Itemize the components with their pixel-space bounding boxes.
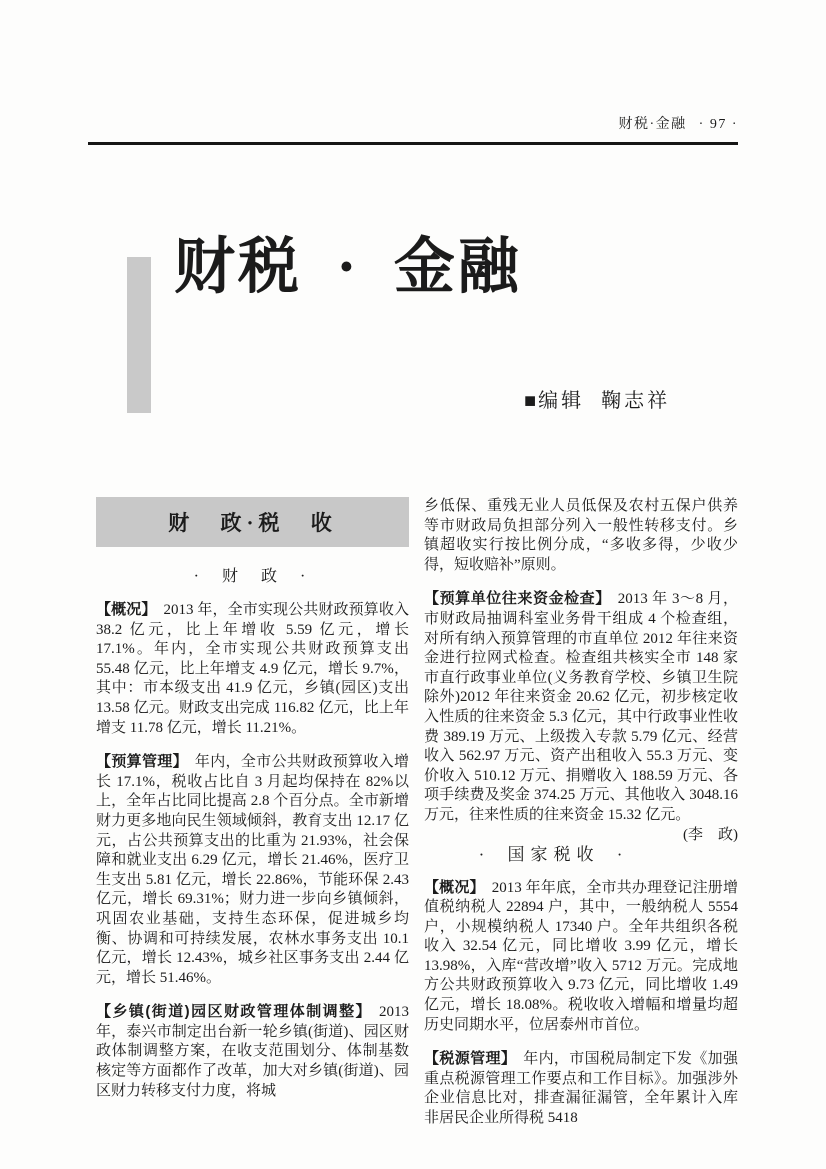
editor-label: 编辑	[538, 390, 585, 412]
two-column-body	[96, 497, 738, 1129]
entry-label-budget-management: 【预算管理】	[96, 753, 188, 771]
right-column	[424, 497, 738, 1129]
header-rule	[88, 142, 738, 145]
left-column	[96, 497, 409, 1129]
editor-name: 鞠志祥	[601, 390, 671, 412]
section-box-finance-taxation: 财 政·税 收	[96, 497, 409, 547]
running-head	[619, 113, 739, 133]
entry-label-township-fiscal-reform: 【乡镇(街道)园区财政管理体制调整】	[96, 1003, 372, 1021]
entry-text-tax-source-management: 年内，市国税局制定下发《加强重点税源管理工作要点和工作目标》。加强涉外企业信息比对，排查漏征漏管，全年累计入库非居民企业所得税 5418	[424, 1051, 738, 1127]
entry-label-funds-inspection: 【预算单位往来资金检查】	[424, 590, 611, 608]
paragraph-national-tax-overview	[424, 878, 738, 1036]
author-byline: (李 政)	[683, 826, 738, 843]
entry-text-township-fiscal-reform: 2013 年，泰兴市制定出台新一轮乡镇(街道)、园区财政体制调整方案，在收支范围划分、体制基数核定等方面都作了改革，加大对乡镇(街道)、园区财力转移支付力度，将城	[96, 1004, 409, 1099]
running-head-page-number: · 97 ·	[698, 117, 738, 132]
entry-label-overview: 【概况】	[96, 601, 157, 618]
entry-label-national-tax-overview: 【概况】	[424, 878, 485, 896]
entry-text-national-tax-overview: 2013 年年底，全市共办理登记注册增值税纳税人 22894 户，其中，一般纳税人 5554 户，小规模纳税人 17340 户。全年共组织各税收入 32.54 亿元，同比增收 3.99 亿元，增长 13.98%，入库“营改增”收入 5712 万元。完成地方公共财政预算收入 9.73 亿元，同比增收 1.49 亿元，增长 18.08%。税收收入增幅和增量均超历史同期水平，位居泰州市首位。	[424, 879, 738, 1033]
entry-text-budget-management: 年内，全市公共财政预算收入增长 17.1%，税收占比自 3 月起均保持在 82%以上，全年占比同比提高 2.8 个百分点。全市新增财力更多地向民生领域倾斜，教育支出 12.17 亿元，占公共预算支出的比重为 21.93%，社会保障和就业支出 6.29 亿元，增长 21.46%，医疗卫生支出 5.81 亿元，增长 22.86%，节能环保 2.43 亿元，增长 69.31%；财力进一步向乡镇倾斜，巩固农业基础，支持生态环保，促进城乡均衡、协调和可持续发展，农林水事务支出 10.1 亿元，增长 12.43%，城乡社区事务支出 2.44 亿元，增长 51.46%。	[96, 754, 409, 986]
editor-line	[524, 384, 670, 413]
entry-text-funds-inspection: 2013 年 3～8 月，市财政局抽调科室业务骨干组成 4 个检查组，对所有纳入预算管理的市直单位 2012 年往来资金进行拉网式检查。检查组共核实全市 148 家市直行政事业单位(义务教育学校、乡镇卫生院除外)2012 年往来资金 20.62 亿元，初步核定收入性质的往来资金 5.3 亿元，其中行政事业性收费 389.19 万元、上级拨入专款 5.79 亿元、经营收入 562.97 万元、资产出租收入 55.3 万元、变价收入 510.12 万元、捐赠收入 188.59 万元、各项手续费及奖金 374.25 万元、其他收入 3048.16 万元，往来性质的往来资金 15.32 亿元。	[424, 591, 738, 823]
paragraph-funds-inspection	[424, 589, 738, 843]
editor-square-icon: ■	[524, 390, 537, 412]
paragraph-budget-management	[96, 752, 409, 988]
paragraph-continuation	[424, 497, 738, 575]
paragraph-finance-overview	[96, 600, 409, 738]
title-decor-bar	[127, 257, 151, 413]
paragraph-township-fiscal-reform	[96, 1002, 409, 1101]
continuation-text: 乡低保、重残无业人员低保及农村五保户供养等市财政局负担部分列入一般性转移支付。乡镇超收实行按比例分成，“多收多得，少收少得，短收赔补”原则。	[424, 498, 738, 573]
chapter-title: 财税 · 金融	[174, 234, 522, 301]
paragraph-tax-source-management	[424, 1049, 738, 1128]
subsection-heading-national-tax: · 国家税收 ·	[478, 844, 629, 864]
running-head-section-title: 财税·金融	[618, 117, 687, 132]
entry-text-overview: 2013 年，全市实现公共财政预算收入 38.2 亿元，比上年增收 5.59 亿元，增长 17.1%。年内，全市实现公共财政预算支出 55.48 亿元，比上年增支 4.9 亿元，增长 9.7%，其中：市本级支出 41.9 亿元，乡镇(园区)支出 13.58 亿元。财政支出完成 116.82 亿元，比上年增支 11.78 亿元，增长 11.21%。	[96, 602, 409, 736]
entry-label-tax-source-management: 【税源管理】	[424, 1050, 517, 1068]
subsection-heading-finance: · 财 政 ·	[193, 568, 312, 585]
